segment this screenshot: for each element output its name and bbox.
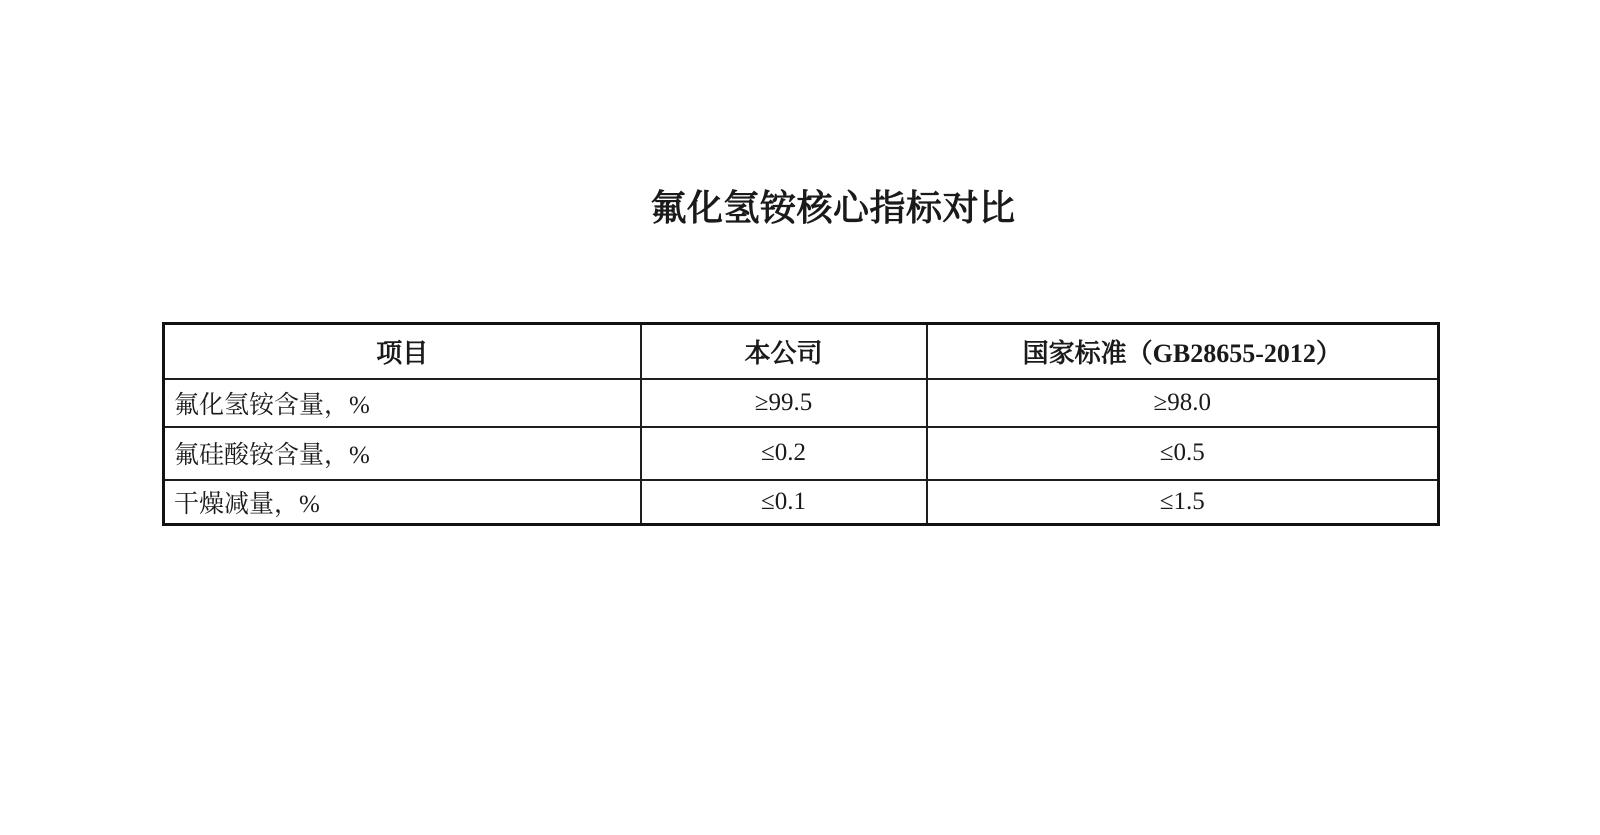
cell-item-name: 干燥减量，%	[164, 480, 641, 525]
cell-item-name: 氟硅酸铵含量，%	[164, 427, 641, 480]
table-row	[164, 379, 1439, 427]
cell-national-value: ≤1.5	[927, 480, 1439, 525]
header-national-standard: 国家标准（GB28655-2012）	[927, 324, 1439, 379]
table-header-row	[164, 324, 1439, 379]
table-row	[164, 480, 1439, 525]
comparison-table	[162, 322, 1440, 526]
document-title: 氟化氢铵核心指标对比	[650, 188, 1016, 228]
table-row	[164, 427, 1439, 480]
header-company: 本公司	[641, 324, 927, 379]
cell-company-value: ≤0.2	[641, 427, 927, 480]
cell-company-value: ≥99.5	[641, 379, 927, 427]
cell-national-value: ≤0.5	[927, 427, 1439, 480]
header-item: 项目	[164, 324, 641, 379]
cell-national-value: ≥98.0	[927, 379, 1439, 427]
cell-company-value: ≤0.1	[641, 480, 927, 525]
cell-item-name: 氟化氢铵含量，%	[164, 379, 641, 427]
